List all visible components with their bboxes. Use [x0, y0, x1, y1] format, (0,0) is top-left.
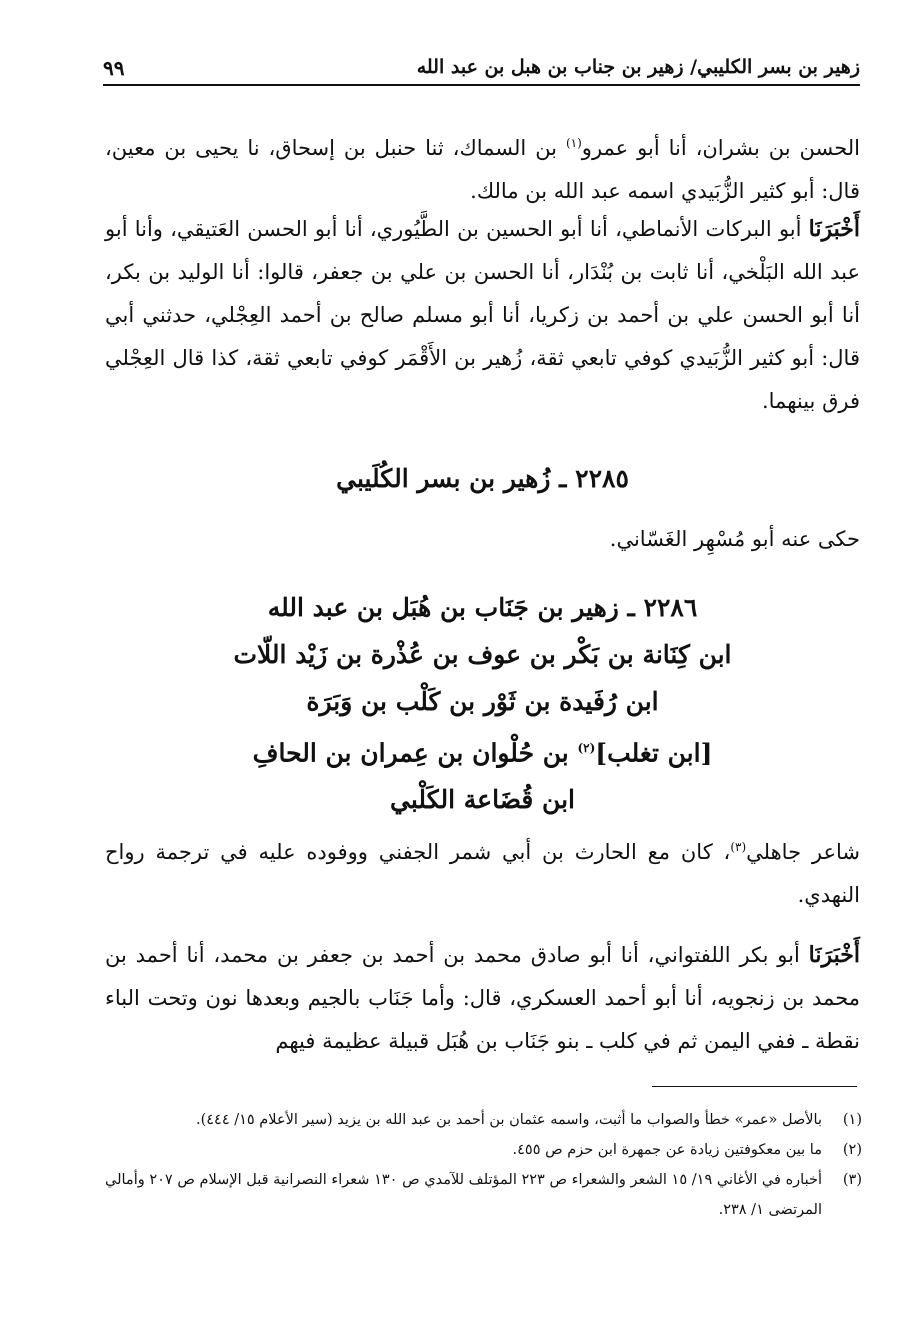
paragraph-4	[105, 934, 860, 1063]
footnote-1-number: (١)	[842, 1112, 862, 1128]
footnote-1-text: بالأصل «عمر» خطأ والصواب ما أثبت، واسمه عثمان بن أحمد بن عبد الله بن يزيد (سير الأعلام ١٥/ ٤٤٤).	[195, 1112, 822, 1128]
entry-2285-text: حكى عنه أبو مُسْهِر الغَسّاني.	[609, 527, 860, 551]
header-title: زهير بن بسر الكليبي/ زهير بن جناب بن هبل بن عبد الله	[416, 56, 860, 78]
footnote-3-number: (٣)	[842, 1172, 862, 1188]
paragraph-3-text-a: شاعر جاهلي	[746, 840, 860, 864]
footnote-divider	[652, 1086, 857, 1087]
entry-2286-line-1: ٢٢٨٦ ـ زهير بن جَنَاب بن هُبَل بن عبد الله	[267, 593, 698, 622]
paragraph-2-text: أبو البركات الأنماطي، أنا أبو الحسين بن الطَّيُوري، أنا أبو الحسن العَتيقي، وأنا أبو عبد الله البَلْخي، أنا ثابت بن بُنْدَار، أنا الحسن بن علي بن جعفر، قالوا: أنا الوليد بن بكر، أنا أبو الحسن علي بن أحمد بن زكريا، أنا أبو مسلم صالح بن أحمد العِجْلي، حدثني أبي قال: أبو كثير الزُّبَيدي كوفي تابعي ثقة، زُهير بن الأَقْمَر كوفي تابعي ثقة، كذا قال العِجْلي فرق بينهما.	[105, 217, 860, 413]
footnote-ref-1[interactable]: (١)	[565, 136, 582, 150]
footnote-2	[105, 1135, 862, 1165]
paragraph-3	[105, 826, 860, 917]
footnote-3-text: أخباره في الأغاني ١٩/ ١٥ الشعر والشعراء ص ٢٢٣ المؤتلف للآمدي ص ١٣٠ شعراء النصرانية قبل الإسلام ص ٢٠٧ وأمالي المرتضى ١/ ٢٣٨.	[105, 1172, 822, 1218]
entry-2286-line-4	[105, 725, 860, 776]
header-divider	[103, 84, 860, 86]
paragraph-4-text: أبو بكر اللفتواني، أنا أبو صادق محمد بن أحمد بن جعفر بن محمد، أنا أحمد بن محمد بن زنجويه، أنا أبو أحمد العسكري، قال: وأما جَنَاب بالجيم وبعدها نون وتحت الباء نقطة ـ ففي اليمن ثم في كلب ـ بنو جَنَاب بن هُبَل قبيلة عظيمة فيهم	[105, 943, 860, 1053]
paragraph-2-keyword: أَخْبَرَنَا	[808, 216, 860, 242]
footnote-ref-2[interactable]: (٢)	[577, 741, 596, 755]
entry-2286-line-3: ابن رُفَيدة بن ثَوْر بن كَلْب بن وَبَرَة	[306, 687, 659, 716]
footnote-ref-3[interactable]: (٣)	[730, 840, 747, 854]
entry-2285-text-block	[105, 518, 860, 561]
entry-2286-line-2: ابن كِنَانة بن بَكْر بن عوف بن عُذْرة بن زَيْد اللّات	[233, 640, 732, 669]
entry-2286-line-4a: [ابن تغلب]	[595, 738, 713, 768]
footnote-3	[105, 1165, 862, 1225]
footnote-2-number: (٢)	[842, 1142, 862, 1158]
paragraph-4-keyword: أَخْبَرَنَا	[808, 942, 860, 968]
entry-2286-line-4b: بن حُلْوان بن عِمران بن الحافِ	[252, 738, 578, 768]
running-header	[103, 52, 860, 86]
footnote-1	[105, 1105, 862, 1135]
paragraph-2	[105, 208, 860, 423]
entry-2285-title: ٢٢٨٥ ـ زُهير بن بسر الكُلَيبي	[336, 464, 629, 493]
paragraph-1	[105, 122, 860, 213]
entry-2286-line-5: ابن قُضَاعة الكَلْبي	[390, 785, 575, 815]
footnotes	[105, 1105, 862, 1225]
page-number: ٩٩	[103, 56, 125, 80]
entry-2286-heading	[105, 584, 860, 823]
paragraph-3-text-b: ، كان مع الحارث بن أبي شمر الجفني ووفوده عليه في ترجمة رواح النهدي.	[105, 840, 860, 907]
paragraph-1-text-b: بن السماك، ثنا حنبل بن إسحاق، نا يحيى بن معين، قال: أبو كثير الزُّبَيدي اسمه عبد الله بن مالك.	[105, 136, 860, 203]
footnote-2-text: ما بين معكوفتين زيادة عن جمهرة ابن حزم ص ٤٥٥.	[512, 1142, 822, 1158]
paragraph-1-text-a: الحسن بن بشران، أنا أبو عمرو	[581, 136, 860, 160]
